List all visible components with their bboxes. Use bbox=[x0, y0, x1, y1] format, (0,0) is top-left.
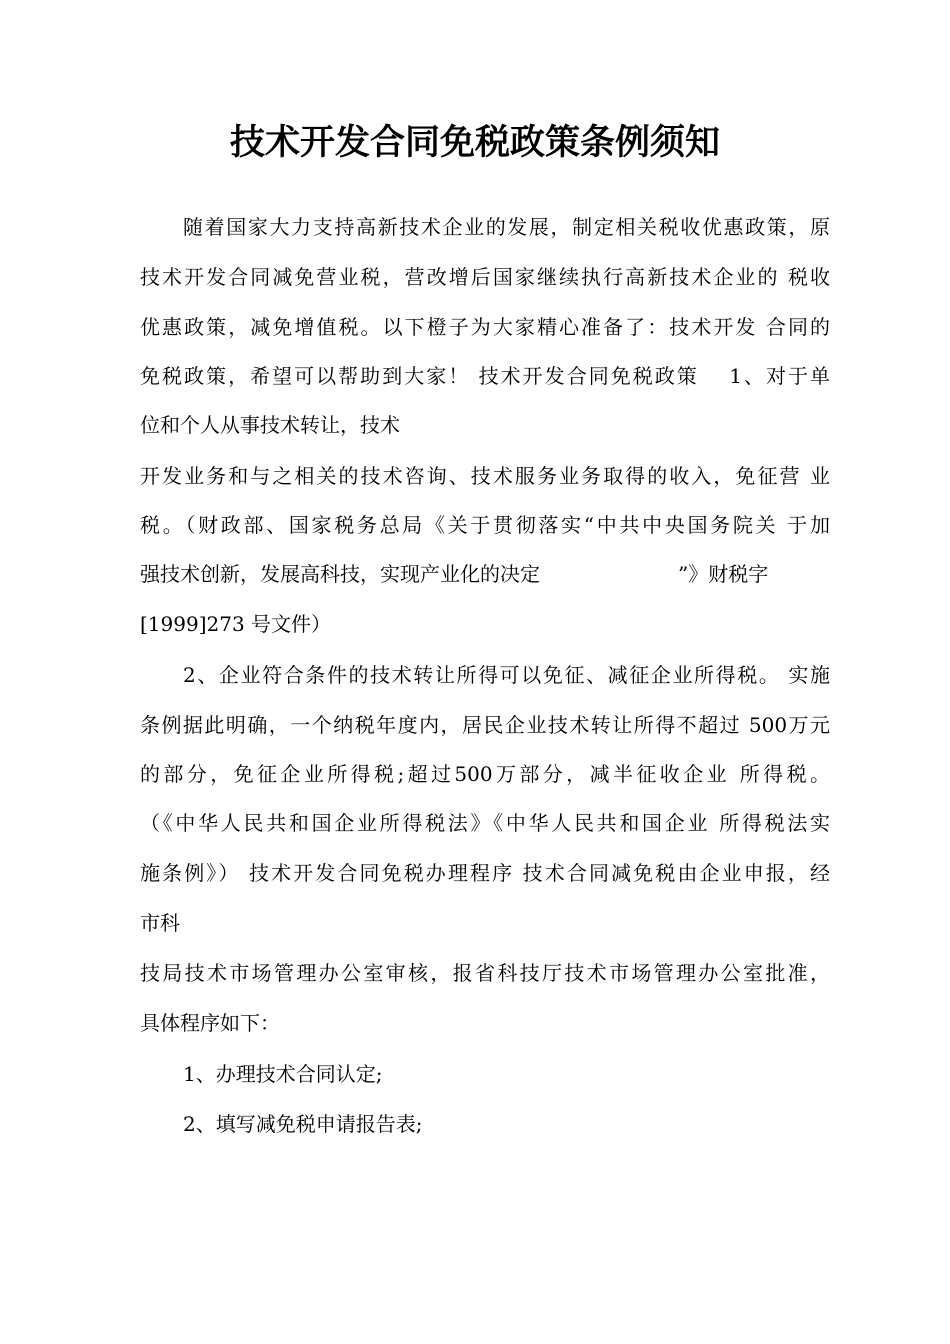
paragraph-line: 施条例》） 技术开发合同免税办理程序 技术合同减免税由企业申报，经 bbox=[140, 861, 830, 885]
paragraph-line: （《中华人民共和国企业所得税法》《中华人民共和国企业 所得税法实 bbox=[140, 811, 830, 835]
paragraph-line: [1999]273 号文件） bbox=[140, 612, 332, 636]
paragraph-line: 技术开发合同减免营业税，营改增后国家继续执行高新技术企业的 税收 bbox=[140, 265, 830, 289]
paragraph-line: 强技术创新，发展高科技，实现产业化的决定 bbox=[140, 562, 540, 586]
paragraph-line: 开发业务和与之相关的技术咨询、技术服务业务取得的收入，免征营 业 bbox=[140, 464, 830, 488]
list-item: 1、办理技术合同认定; bbox=[183, 1062, 383, 1086]
paragraph-line: 2、企业符合条件的技术转让所得可以免征、减征企业所得税。 实施 bbox=[183, 663, 830, 687]
paragraph-line: 的部分，免征企业所得税;超过500万部分，减半征收企业 所得税。 bbox=[140, 762, 830, 786]
paragraph-line: 优惠政策，减免增值税。以下橙子为大家精心准备了：技术开发 合同的 bbox=[140, 315, 830, 339]
paragraph-line: 位和个人从事技术转让，技术 bbox=[140, 413, 400, 437]
paragraph-line-tail: ”》财税字 bbox=[678, 562, 769, 586]
list-item: 2、填写减免税申请报告表; bbox=[183, 1112, 423, 1136]
paragraph-line: 具体程序如下： bbox=[140, 1011, 280, 1035]
paragraph-line: 市科 bbox=[140, 911, 180, 935]
paragraph-line: 技局技术市场管理办公室审核，报省科技厅技术市场管理办公室批准， bbox=[140, 961, 830, 985]
paragraph-line: 条例据此明确，一个纳税年度内，居民企业技术转让所得不超过 500万元 bbox=[140, 713, 830, 737]
paragraph-line: 免税政策，希望可以帮助到大家！ 技术开发合同免税政策 1、对于单 bbox=[140, 364, 830, 388]
paragraph-line: 税。（财政部、国家税务总局《关于贯彻落实“中共中央国务院关 于加 bbox=[140, 513, 830, 537]
paragraph-line: 随着国家大力支持高新技术企业的发展，制定相关税收优惠政策，原 bbox=[183, 215, 830, 239]
document-title: 技术开发合同免税政策条例须知 bbox=[229, 122, 720, 163]
